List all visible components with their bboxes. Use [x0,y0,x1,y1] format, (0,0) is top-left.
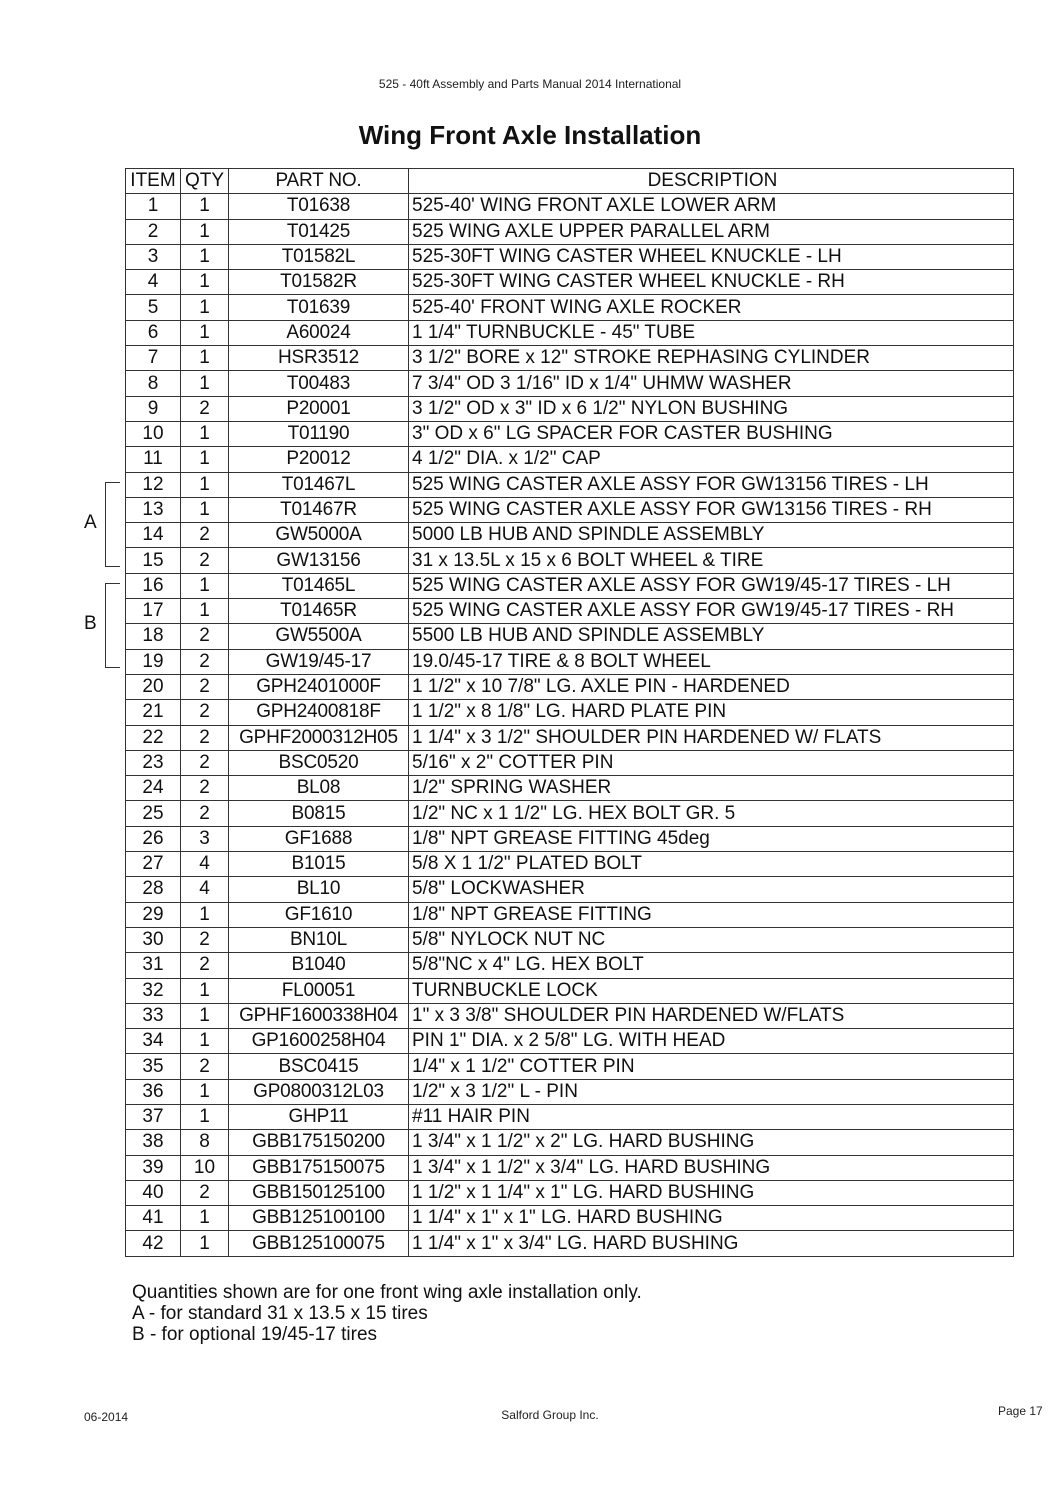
item-number-cell: 17 [126,599,181,624]
item-number-cell: 37 [126,1104,181,1129]
item-number-cell: 18 [126,624,181,649]
item-number-cell: 28 [126,877,181,902]
qty-cell: 2 [181,927,229,952]
description-cell: 1" x 3 3/8" SHOULDER PIN HARDENED W/FLATS [409,1003,1014,1028]
table-row [126,447,1014,472]
part-number-cell: GHP11 [229,1104,409,1129]
part-number-cell: T01638 [229,194,409,219]
description-cell: 1/8" NPT GREASE FITTING [409,902,1014,927]
part-number-cell: GPHF2000312H05 [229,725,409,750]
part-number-cell: A60024 [229,320,409,345]
table-row [126,1054,1014,1079]
item-number-cell: 16 [126,573,181,598]
qty-cell: 2 [181,624,229,649]
part-number-cell: T01467L [229,472,409,497]
description-cell: 525 WING CASTER AXLE ASSY FOR GW19/45-17 TIRES - LH [409,573,1014,598]
description-cell: 525-40' FRONT WING AXLE ROCKER [409,295,1014,320]
qty-cell: 1 [181,978,229,1003]
description-cell: 7 3/4" OD 3 1/16" ID x 1/4" UHMW WASHER [409,371,1014,396]
bracket-a [105,482,120,567]
part-number-cell: GW5500A [229,624,409,649]
table-row [126,396,1014,421]
description-cell: 1 3/4" x 1 1/2" x 3/4" LG. HARD BUSHING [409,1155,1014,1180]
item-number-cell: 5 [126,295,181,320]
table-row [126,599,1014,624]
description-cell: 1/2" SPRING WASHER [409,776,1014,801]
part-number-cell: BL08 [229,776,409,801]
qty-cell: 1 [181,472,229,497]
table-row [126,371,1014,396]
description-cell: 5/8" NYLOCK NUT NC [409,927,1014,952]
qty-cell: 2 [181,1180,229,1205]
qty-cell: 10 [181,1155,229,1180]
notes [132,1282,642,1345]
table-row [126,194,1014,219]
item-number-cell: 7 [126,346,181,371]
table-row [126,1130,1014,1155]
footer-company: Salford Group Inc. [501,1408,599,1422]
item-number-cell: 31 [126,953,181,978]
description-cell: 5/16" x 2" COTTER PIN [409,750,1014,775]
part-number-cell: T01465R [229,599,409,624]
part-number-cell: GW13156 [229,548,409,573]
table-row [126,523,1014,548]
item-number-cell: 19 [126,649,181,674]
qty-cell: 2 [181,396,229,421]
description-cell: 525 WING AXLE UPPER PARALLEL ARM [409,219,1014,244]
qty-cell: 2 [181,801,229,826]
description-cell: 3 1/2" OD x 3" ID x 6 1/2" NYLON BUSHING [409,396,1014,421]
table-row [126,548,1014,573]
qty-cell: 2 [181,776,229,801]
description-cell: 1/2" x 3 1/2" L - PIN [409,1079,1014,1104]
description-cell: 1/2" NC x 1 1/2" LG. HEX BOLT GR. 5 [409,801,1014,826]
table-row [126,877,1014,902]
item-number-cell: 36 [126,1079,181,1104]
qty-cell: 1 [181,320,229,345]
item-number-cell: 38 [126,1130,181,1155]
part-number-cell: B0815 [229,801,409,826]
table-row [126,346,1014,371]
bracket-b [105,583,120,668]
qty-cell: 2 [181,523,229,548]
table-row [126,826,1014,851]
item-number-cell: 14 [126,523,181,548]
qty-cell: 1 [181,346,229,371]
qty-cell: 1 [181,295,229,320]
item-number-cell: 1 [126,194,181,219]
table-row [126,953,1014,978]
table-row [126,1003,1014,1028]
footer-date: 06-2014 [84,1410,129,1424]
item-number-cell: 10 [126,421,181,446]
document-header: 525 - 40ft Assembly and Parts Manual 2014 International [378,77,682,91]
part-number-cell: FL00051 [229,978,409,1003]
qty-cell: 1 [181,1029,229,1054]
description-cell: 1/8" NPT GREASE FITTING 45deg [409,826,1014,851]
table-row [126,649,1014,674]
table-row [126,725,1014,750]
page-title: Wing Front Axle Installation [358,120,702,150]
item-number-cell: 42 [126,1231,181,1256]
footer-page-number: Page 17 [998,1404,1043,1418]
part-number-cell: B1040 [229,953,409,978]
description-cell: 1 1/2" x 8 1/8" LG. HARD PLATE PIN [409,700,1014,725]
qty-cell: 8 [181,1130,229,1155]
table-row [126,1079,1014,1104]
qty-cell: 1 [181,1206,229,1231]
qty-cell: 1 [181,497,229,522]
description-cell: 1 1/4" x 1" x 3/4" LG. HARD BUSHING [409,1231,1014,1256]
part-number-cell: GF1610 [229,902,409,927]
table-row [126,902,1014,927]
table-row [126,1180,1014,1205]
item-number-cell: 4 [126,270,181,295]
item-number-cell: 41 [126,1206,181,1231]
table-row [126,244,1014,269]
qty-cell: 1 [181,1003,229,1028]
column-header-qty: QTY [181,169,229,194]
part-number-cell: T01190 [229,421,409,446]
part-number-cell: GBB175150075 [229,1155,409,1180]
qty-cell: 2 [181,750,229,775]
part-number-cell: GW19/45-17 [229,649,409,674]
item-number-cell: 23 [126,750,181,775]
table-row [126,270,1014,295]
description-cell: 1/4" x 1 1/2" COTTER PIN [409,1054,1014,1079]
description-cell: 5500 LB HUB AND SPINDLE ASSEMBLY [409,624,1014,649]
description-cell: 525-40' WING FRONT AXLE LOWER ARM [409,194,1014,219]
qty-cell: 1 [181,447,229,472]
bracket-label-b: B [84,612,97,634]
qty-cell: 1 [181,244,229,269]
qty-cell: 1 [181,1079,229,1104]
item-number-cell: 15 [126,548,181,573]
note-option-b: B - for optional 19/45-17 tires [132,1324,378,1345]
column-header-description: DESCRIPTION [409,169,1014,194]
item-number-cell: 3 [126,244,181,269]
qty-cell: 2 [181,725,229,750]
part-number-cell: BN10L [229,927,409,952]
note-option-a: A - for standard 31 x 13.5 x 15 tires [132,1303,428,1324]
item-number-cell: 12 [126,472,181,497]
table-row [126,978,1014,1003]
qty-cell: 1 [181,219,229,244]
item-number-cell: 13 [126,497,181,522]
description-cell: 525 WING CASTER AXLE ASSY FOR GW13156 TIRES - RH [409,497,1014,522]
description-cell: 5/8" LOCKWASHER [409,877,1014,902]
part-number-cell: GF1688 [229,826,409,851]
table-row [126,497,1014,522]
part-number-cell: P20001 [229,396,409,421]
item-number-cell: 6 [126,320,181,345]
description-cell: 19.0/45-17 TIRE & 8 BOLT WHEEL [409,649,1014,674]
item-number-cell: 40 [126,1180,181,1205]
qty-cell: 1 [181,270,229,295]
item-number-cell: 30 [126,927,181,952]
description-cell: 1 1/2" x 1 1/4" x 1" LG. HARD BUSHING [409,1180,1014,1205]
table-row [126,852,1014,877]
part-number-cell: GW5000A [229,523,409,548]
item-number-cell: 2 [126,219,181,244]
qty-cell: 2 [181,1054,229,1079]
description-cell: 5/8"NC x 4" LG. HEX BOLT [409,953,1014,978]
qty-cell: 1 [181,573,229,598]
description-cell: #11 HAIR PIN [409,1104,1014,1129]
description-cell: 1 1/2" x 10 7/8" LG. AXLE PIN - HARDENED [409,674,1014,699]
table-row [126,472,1014,497]
table-row [126,1155,1014,1180]
qty-cell: 2 [181,700,229,725]
part-number-cell: BL10 [229,877,409,902]
part-number-cell: T01467R [229,497,409,522]
qty-cell: 1 [181,1104,229,1129]
part-number-cell: T01425 [229,219,409,244]
item-number-cell: 9 [126,396,181,421]
item-number-cell: 25 [126,801,181,826]
table-row [126,927,1014,952]
part-number-cell: BSC0415 [229,1054,409,1079]
part-number-cell: T01639 [229,295,409,320]
qty-cell: 4 [181,852,229,877]
description-cell: 1 1/4" TURNBUCKLE - 45" TUBE [409,320,1014,345]
table-row [126,573,1014,598]
qty-cell: 1 [181,599,229,624]
item-number-cell: 8 [126,371,181,396]
table-header-row [126,169,1014,194]
description-cell: 5000 LB HUB AND SPINDLE ASSEMBLY [409,523,1014,548]
table-row [126,750,1014,775]
item-number-cell: 29 [126,902,181,927]
item-number-cell: 27 [126,852,181,877]
part-number-cell: GPH2401000F [229,674,409,699]
description-cell: TURNBUCKLE LOCK [409,978,1014,1003]
qty-cell: 4 [181,877,229,902]
part-number-cell: GP0800312L03 [229,1079,409,1104]
note-quantities: Quantities shown are for one front wing axle installation only. [132,1282,642,1303]
description-cell: 4 1/2" DIA. x 1/2" CAP [409,447,1014,472]
description-cell: 1 3/4" x 1 1/2" x 2" LG. HARD BUSHING [409,1130,1014,1155]
part-number-cell: T00483 [229,371,409,396]
description-cell: 5/8 X 1 1/2" PLATED BOLT [409,852,1014,877]
item-number-cell: 24 [126,776,181,801]
table-row [126,295,1014,320]
part-number-cell: BSC0520 [229,750,409,775]
column-header-part-no: PART NO. [229,169,409,194]
description-cell: 525-30FT WING CASTER WHEEL KNUCKLE - RH [409,270,1014,295]
table-row [126,801,1014,826]
part-number-cell: T01582L [229,244,409,269]
description-cell: PIN 1" DIA. x 2 5/8" LG. WITH HEAD [409,1029,1014,1054]
part-number-cell: GBB125100100 [229,1206,409,1231]
part-number-cell: GBB150125100 [229,1180,409,1205]
part-number-cell: B1015 [229,852,409,877]
part-number-cell: GPH2400818F [229,700,409,725]
part-number-cell: HSR3512 [229,346,409,371]
qty-cell: 1 [181,902,229,927]
description-cell: 1 1/4" x 3 1/2" SHOULDER PIN HARDENED W/ FLATS [409,725,1014,750]
qty-cell: 1 [181,194,229,219]
qty-cell: 1 [181,421,229,446]
qty-cell: 1 [181,1231,229,1256]
table-row [126,624,1014,649]
qty-cell: 2 [181,548,229,573]
table-row [126,1231,1014,1256]
item-number-cell: 32 [126,978,181,1003]
part-number-cell: T01582R [229,270,409,295]
table-row [126,1029,1014,1054]
table-row [126,700,1014,725]
item-number-cell: 34 [126,1029,181,1054]
part-number-cell: GP1600258H04 [229,1029,409,1054]
table-row [126,1104,1014,1129]
table-row [126,320,1014,345]
item-number-cell: 11 [126,447,181,472]
description-cell: 525 WING CASTER AXLE ASSY FOR GW19/45-17 TIRES - RH [409,599,1014,624]
qty-cell: 2 [181,953,229,978]
description-cell: 1 1/4" x 1" x 1" LG. HARD BUSHING [409,1206,1014,1231]
qty-cell: 2 [181,674,229,699]
parts-table-body [126,194,1014,1256]
bracket-label-a: A [84,511,97,533]
item-number-cell: 35 [126,1054,181,1079]
table-row [126,674,1014,699]
part-number-cell: P20012 [229,447,409,472]
parts-table [125,168,1014,1257]
table-row [126,219,1014,244]
description-cell: 31 x 13.5L x 15 x 6 BOLT WHEEL & TIRE [409,548,1014,573]
part-number-cell: GBB125100075 [229,1231,409,1256]
description-cell: 525-30FT WING CASTER WHEEL KNUCKLE - LH [409,244,1014,269]
table-row [126,776,1014,801]
item-number-cell: 21 [126,700,181,725]
table-row [126,1206,1014,1231]
item-number-cell: 20 [126,674,181,699]
table-row [126,421,1014,446]
description-cell: 3 1/2" BORE x 12" STROKE REPHASING CYLINDER [409,346,1014,371]
part-number-cell: GPHF1600338H04 [229,1003,409,1028]
qty-cell: 3 [181,826,229,851]
column-header-item: ITEM [126,169,181,194]
description-cell: 525 WING CASTER AXLE ASSY FOR GW13156 TIRES - LH [409,472,1014,497]
qty-cell: 2 [181,649,229,674]
item-number-cell: 26 [126,826,181,851]
item-number-cell: 33 [126,1003,181,1028]
part-number-cell: GBB175150200 [229,1130,409,1155]
qty-cell: 1 [181,371,229,396]
description-cell: 3" OD x 6" LG SPACER FOR CASTER BUSHING [409,421,1014,446]
part-number-cell: T01465L [229,573,409,598]
item-number-cell: 39 [126,1155,181,1180]
item-number-cell: 22 [126,725,181,750]
